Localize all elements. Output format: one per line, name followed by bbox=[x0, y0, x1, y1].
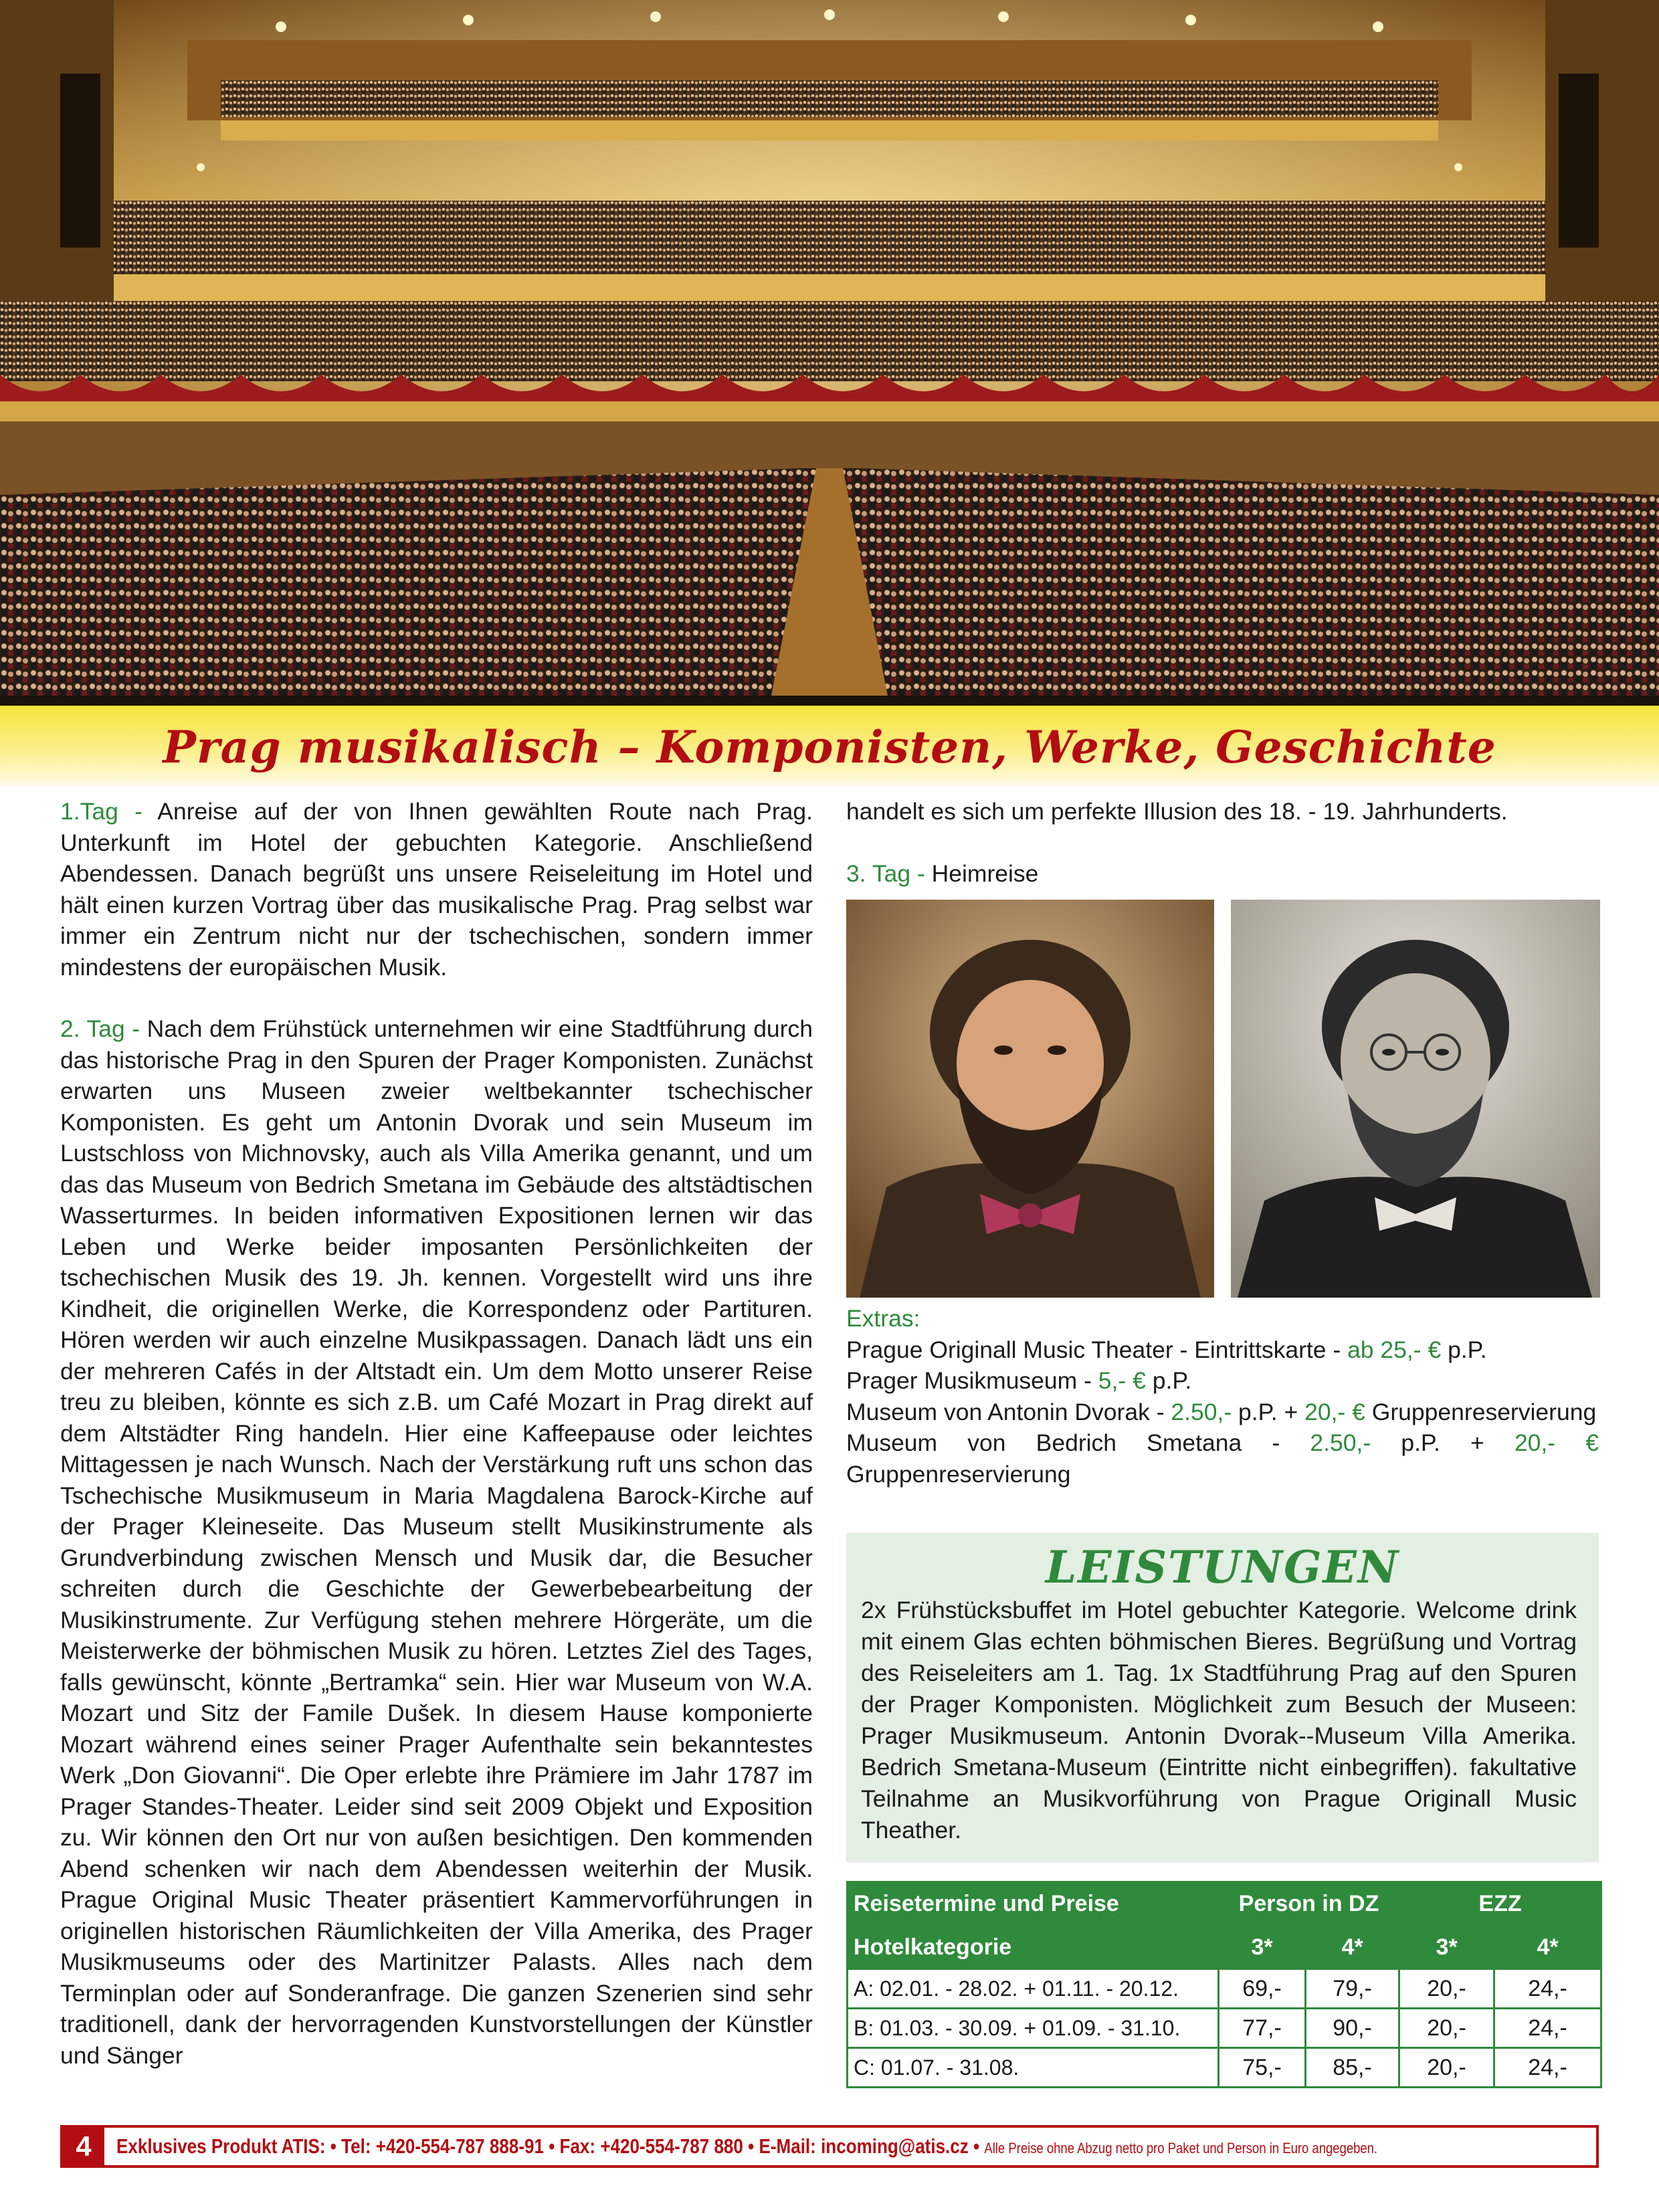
extras-line-smetana bbox=[846, 1427, 1599, 1490]
price-row-label: B: 01.03. - 30.09. + 01.09. - 31.10. bbox=[848, 2009, 1219, 2048]
portrait-smetana-image bbox=[1231, 900, 1600, 1298]
price-cell: 24,- bbox=[1494, 1969, 1601, 2009]
leistungen-title: LEISTUNGEN bbox=[1045, 1541, 1400, 1593]
day2-continuation: handelt es sich um perfekte Illusion des 18. - 19. Jahrhunderts. bbox=[846, 798, 1508, 825]
extras-line-dvorak-unit: Gruppenreservierung bbox=[1365, 1398, 1597, 1425]
extras-line-dvorak-mid: p.P. + bbox=[1232, 1398, 1305, 1425]
price-cell: 24,- bbox=[1494, 2048, 1601, 2088]
extras-line-smetana-text: Museum von Bedrich Smetana - bbox=[846, 1429, 1310, 1456]
extras-line-smetana-unit: Gruppenreservierung bbox=[846, 1460, 1071, 1488]
price-table bbox=[846, 1881, 1602, 2088]
extras-line-dvorak-price: 2.50,- bbox=[1171, 1398, 1232, 1425]
price-cell: 20,- bbox=[1399, 1969, 1494, 2009]
extras-section bbox=[846, 1303, 1599, 1490]
extras-line-theater-text: Prague Originall Music Theater - Eintrittskarte - bbox=[846, 1336, 1348, 1363]
price-cell: 20,- bbox=[1399, 2048, 1494, 2088]
footer-contact bbox=[116, 2128, 1377, 2165]
footer-note: Alle Preise ohne Abzug netto pro Paket und Person in Euro angegeben. bbox=[984, 2140, 1378, 2156]
extras-line-dvorak-text: Museum von Antonin Dvorak - bbox=[846, 1398, 1171, 1425]
day3-paragraph bbox=[846, 858, 1599, 890]
price-table-header-row bbox=[848, 1882, 1601, 1926]
extras-line-musikmuseum-text: Prager Musikmuseum - bbox=[846, 1367, 1098, 1394]
extras-line-theater-price: ab 25,- € bbox=[1347, 1336, 1442, 1363]
extras-line-smetana-group-price: 20,- € bbox=[1514, 1429, 1599, 1456]
extras-line-smetana-mid: p.P. + bbox=[1371, 1429, 1515, 1456]
footer-bar bbox=[60, 2125, 1599, 2168]
table-row bbox=[848, 2009, 1601, 2048]
price-cell: 77,- bbox=[1219, 2009, 1306, 2048]
price-table-header-ezz-4: 4* bbox=[1494, 1926, 1601, 1969]
extras-line-theater bbox=[846, 1334, 1599, 1366]
leistungen-text: 2x Frühstücksbuffet im Hotel gebuchter Kategorie. Welcome drink mit einem Glas echten böhmischen Bieres. Begrüßung und Vortrag des Reiseleiters am 1. Tag. 1x Stadtführung Prag auf den Spuren der Prager Komponisten. Möglichkeit zum Besuch der Museen: Prager Musikmuseum. Antonin Dvorak--Museum Villa Amerika. Bedrich Smetana-Museum (Eintritte nicht einbegriffen). fakultative Teilnahme an Musikvorführung von Prague Originall Music Theather. bbox=[861, 1597, 1577, 1843]
day2-label: 2. Tag - bbox=[60, 1015, 140, 1042]
extras-line-musikmuseum-unit: p.P. bbox=[1145, 1367, 1192, 1394]
page-title: Prag musikalisch – Komponisten, Werke, Geschichte bbox=[163, 721, 1496, 773]
extras-line-theater-unit: p.P. bbox=[1441, 1336, 1487, 1363]
price-cell: 24,- bbox=[1494, 2009, 1601, 2048]
price-cell: 20,- bbox=[1399, 2009, 1494, 2048]
price-row-label: A: 02.01. - 28.02. + 01.11. - 20.12. bbox=[848, 1969, 1219, 2009]
portrait-dvorak-image bbox=[846, 900, 1214, 1298]
price-table-header-ezz: EZZ bbox=[1399, 1882, 1601, 1926]
price-table-header-dz: Person in DZ bbox=[1219, 1882, 1399, 1926]
page-number: 4 bbox=[63, 2128, 104, 2165]
day1-paragraph bbox=[60, 796, 813, 983]
price-table-header-category: Hotelkategorie bbox=[848, 1926, 1219, 1969]
price-table-header-dates: Reisetermine und Preise bbox=[848, 1882, 1219, 1926]
extras-line-smetana-price: 2.50,- bbox=[1310, 1429, 1371, 1456]
extras-line-musikmuseum bbox=[846, 1365, 1599, 1397]
extras-line-musikmuseum-price: 5,- € bbox=[1098, 1367, 1146, 1394]
table-row bbox=[848, 1969, 1601, 2009]
extras-heading: Extras: bbox=[846, 1305, 920, 1332]
left-column bbox=[60, 796, 813, 2071]
day2-paragraph bbox=[60, 1013, 813, 2071]
price-cell: 69,- bbox=[1219, 1969, 1306, 2009]
price-table-header-ezz-3: 3* bbox=[1399, 1926, 1494, 1969]
extras-line-dvorak bbox=[846, 1397, 1599, 1428]
footer-contact-text: Exklusives Produkt ATIS: • Tel: +420-554-787 888-91 • Fax: +420-554-787 880 • E-Mail: incoming@atis.cz • bbox=[116, 2134, 985, 2158]
price-table-header-dz-3: 3* bbox=[1219, 1926, 1306, 1969]
day3-label: 3. Tag - bbox=[846, 860, 925, 887]
price-table-category-row bbox=[848, 1926, 1601, 1969]
price-table-header-dz-4: 4* bbox=[1306, 1926, 1399, 1969]
day3-text: Heimreise bbox=[924, 860, 1039, 887]
right-column bbox=[846, 796, 1599, 889]
price-cell: 79,- bbox=[1306, 1969, 1399, 2009]
extras-line-dvorak-group-price: 20,- € bbox=[1304, 1398, 1365, 1425]
price-cell: 75,- bbox=[1219, 2048, 1306, 2088]
price-cell: 85,- bbox=[1306, 2048, 1399, 2088]
price-cell: 90,- bbox=[1306, 2009, 1399, 2048]
hero-photo-theater bbox=[0, 0, 1659, 706]
leistungen-box bbox=[846, 1533, 1599, 1862]
day1-label: 1.Tag - bbox=[60, 798, 142, 825]
day2-text: Nach dem Frühstück unternehmen wir eine Stadtführung durch das historische Prag in den Spuren der Prager Komponisten. Zunächst erwarten uns Museen zweier weltbekannter tschechischer Komponisten. Es geht um Antonin Dvorak und sein Museum im Lustschloss von Michnovsky, auch als Villa Amerika genannt, und um das das Museum von Bedrich Smetana im Gebäude des altstädtischen Wasserturmes. In beiden informativen Expositionen lernen wir das Leben und Werke beider imposanten Persönlichkeiten der tschechischen Musik des 19. Jh. kennen. Vorgestellt wird uns ihre Kindheit, die originellen Werke, die Korrespondenz oder Partituren. Hören werden wir auch einzelne Musikpassagen. Danach lädt uns ein der mehreren Cafés in der Altstadt ein. Um dem Motto unserer Reise treu zu bleiben, könnte es sich z.B. um Café Mozart in Prag direkt auf dem Altstädter Ring handeln. Hier eine Kaffeepause oder leichtes Mittagessen je nach Wunsch. Nach der Verstärkung ruft uns schon das Tschechische Musikmuseum in Maria Magdalena Barock-Kirche auf der Prager Kleineseite. Das Museum stellt Musikinstrumente als Grundverbindung zwischen Mensch und Musik dar, die Besucher schreiten durch die Geschichte der Gewerbebearbeitung der Musikinstrumente. Zur Verfügung stehen mehrere Hörgeräte, um die Meisterwerke der böhmischen Musik zu hören. Letztes Ziel des Tages, falls gewünscht, könnte „Bertramka“ sein. Hier war Museum von W.A. Mozart und Sitz der Famile Dušek. In diesem Hause komponierte Mozart während eines seiner Prager Aufenthalte sein bekanntestes Werk „Don Giovanni“. Die Oper erlebte ihre Prämiere im Jahr 1787 im Prager Standes-Theater. Leider sind seit 2009 Objekt und Exposition zu. Wir können den Ort nur von außen besichtigen. Den kommenden Abend schenken wir nach dem Abendessen weiterhin der Musik. Prague Original Music Theater präsentiert Kammervorführungen in originellen historischen Räumlichkeiten der Villa Amerika, des Prager Musikmuseums oder des Martinitzer Palasts. Alles nach dem Terminplan oder auf Sonderanfrage. Die ganzen Szenerien sind sehr traditionell, dank der hervorragenden Kunstvorstellungen der Künstler und Sänger bbox=[60, 1015, 813, 2069]
price-row-label: C: 01.07. - 31.08. bbox=[848, 2048, 1219, 2088]
table-row bbox=[848, 2048, 1601, 2088]
day1-text: Anreise auf der von Ihnen gewählten Route nach Prag. Unterkunft im Hotel der gebuchten Kategorie. Anschließend Abendessen. Danach begrüßt uns unsere Reiseleitung im Hotel und hält einen kurzen Vortrag über das musikalische Prag. Prag selbst war immer ein Zentrum nicht nur der tschechischen, sondern immer mindestens der europäischen Musik. bbox=[60, 798, 813, 981]
